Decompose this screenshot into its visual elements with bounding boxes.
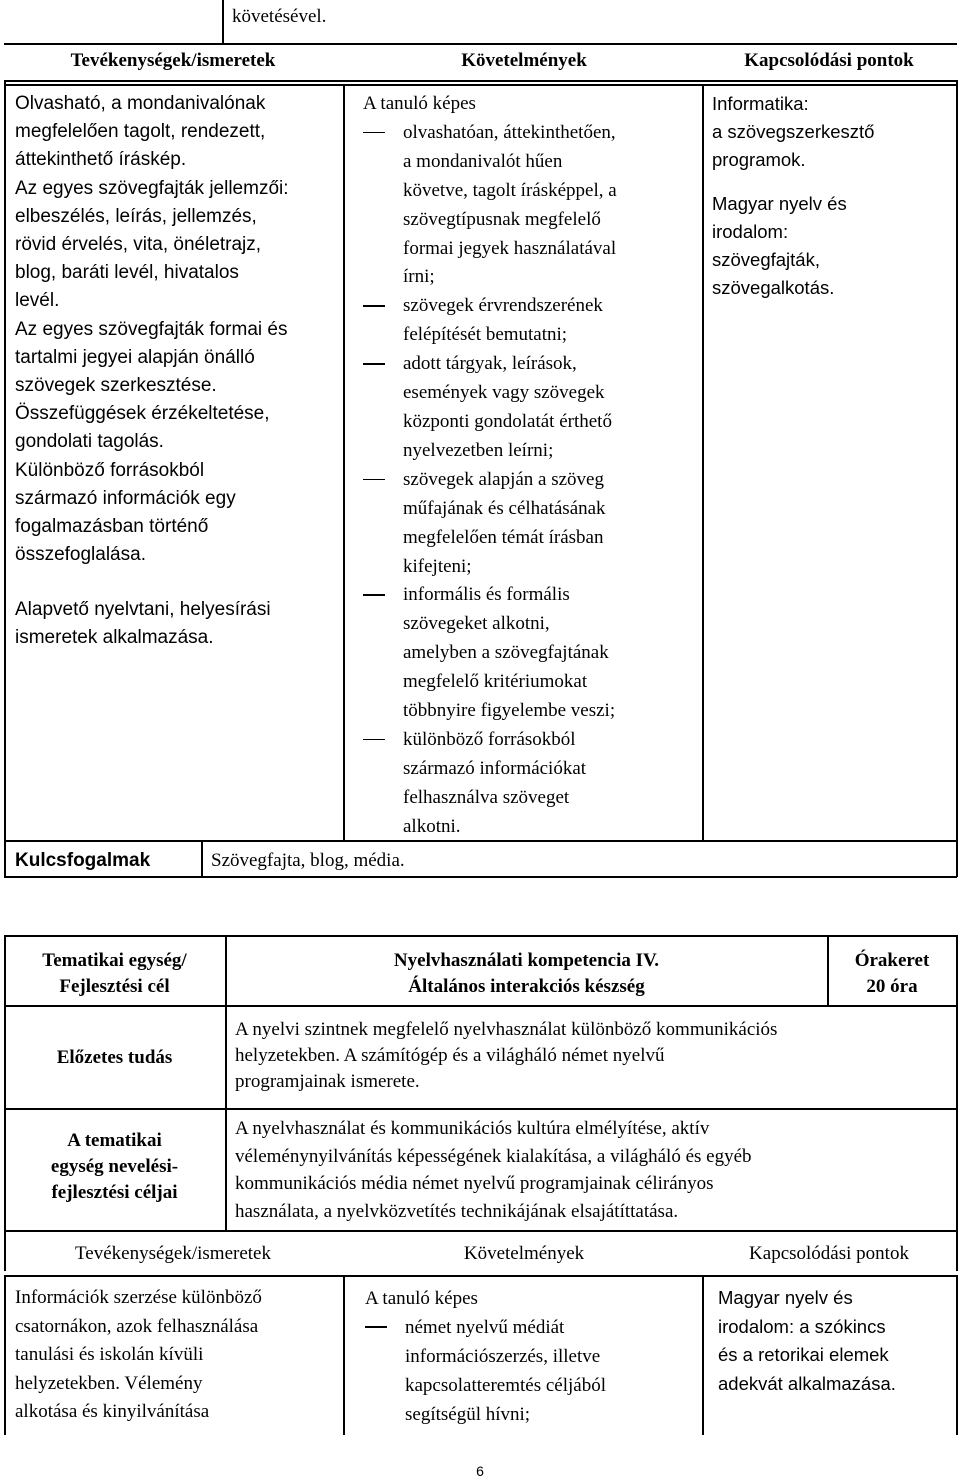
connections-list [718, 1284, 896, 1398]
goals-label: A tematikai egység nevelési- fejlesztési céljai [50, 1130, 179, 1203]
activity-line: ismeretek alkalmazása. [15, 627, 214, 649]
requirements-intro: A tanuló képes [365, 1288, 478, 1309]
header-activities: Tevékenységek/ismeretek [75, 1243, 271, 1264]
unit-label: Tematikai egység/ Fejlesztési cél [42, 950, 187, 997]
activities-list-1 [15, 90, 289, 569]
header-activities: Tevékenységek/ismeretek [70, 50, 276, 71]
activity-line: elbeszélés, leírás, jellemzés, [15, 205, 257, 227]
activity-line: áttekinthető íráskép. [15, 149, 187, 171]
connection-line: adekvát alkalmazása. [718, 1372, 896, 1394]
connection-line: Magyar nyelv és [718, 1287, 853, 1308]
list-item: adott tárgyak, leírások, események vagy szövegek központi gondolatát érthető nyelvezetben leírni; [363, 350, 617, 466]
hours-label: Órakeret [854, 950, 930, 971]
header-requirements: Követelmények [461, 50, 587, 71]
activity-line: Információk szerzése különböző [15, 1287, 262, 1308]
key-concepts-value: Szövegfajta, blog, média. [211, 850, 405, 871]
activity-line: rövid érvelés, vita, önéletrajz, [15, 234, 262, 256]
prior-knowledge-text: A nyelvi szintnek megfelelő nyelvhasználat különböző kommunikációs helyzetekben. A számítógép és a világháló német nyelvű programjainak ismerete. [235, 1019, 778, 1092]
list-item: német nyelvű médiát információszerzés, illetve kapcsolatteremtés céljából segítségül hívni; [365, 1313, 606, 1429]
connection-line: szövegfajták, [712, 249, 820, 270]
activity-line: Összefüggések érzékeltetése, [15, 403, 270, 425]
key-concepts-label: Kulcsfogalmak [15, 850, 151, 871]
activity-line: alkotása és kinyilvánítása [15, 1401, 210, 1422]
connection-line: Magyar nyelv és [712, 193, 847, 214]
hours-value: 20 óra [866, 976, 918, 997]
requirements-intro: A tanuló képes [363, 93, 476, 114]
header-connections: Kapcsolódási pontok [744, 50, 914, 71]
activity-line: Az egyes szövegfajták jellemzői: [15, 177, 289, 199]
activity-line: Az egyes szövegfajták formai és [15, 318, 288, 340]
activity-line: Különböző forrásokból [15, 459, 205, 481]
activity-line: csatornákon, azok felhasználása [15, 1315, 259, 1337]
activity-line: származó információk egy [15, 487, 236, 509]
list-item: szövegek alapján a szöveg műfajának és célhatásának megfelelően témát írásban kifejteni; [363, 466, 617, 582]
activities-list-2 [15, 596, 271, 652]
activity-line: helyzetekben. Vélemény [15, 1372, 203, 1394]
header-requirements: Követelmények [463, 1243, 585, 1264]
activity-line: Olvasható, a mondanivalónak [15, 93, 266, 114]
connections-list [712, 90, 874, 302]
page-number: 6 [476, 1463, 484, 1479]
goals-text: A nyelvhasználat és kommunikációs kultúra elmélyítése, aktív véleménynyilvánítás képességének kialakítása, a világháló és egyéb kommunikációs média német nyelvű programjainak célirányos használata, a nyelvközvetítés technikájának elsajátíttatása. [235, 1118, 752, 1222]
connection-line: Informatika: [712, 93, 809, 114]
list-item: olvashatóan, áttekinthetően, a mondanivalót hűen követve, tagolt írásképpel, a szövegtípusnak megfelelő formai jegyek használatával írni; [363, 119, 617, 292]
requirements-list [363, 90, 617, 842]
activity-line: Alapvető nyelvtani, helyesírási [15, 599, 271, 620]
connection-line: a szövegszerkesztő [712, 121, 875, 142]
continuation-text: követésével. [232, 6, 327, 27]
prior-knowledge-label: Előzetes tudás [56, 1047, 173, 1068]
requirements-list [365, 1284, 606, 1429]
connection-line: irodalom: a szókincs [718, 1315, 886, 1337]
connection-line: irodalom: [712, 221, 789, 242]
activity-line: megfelelően tagolt, rendezett, [15, 121, 266, 143]
activities-list [15, 1284, 262, 1427]
hours-box [828, 948, 956, 1000]
connection-line: és a retorikai elemek [718, 1344, 889, 1365]
activity-line: gondolati tagolás. [15, 431, 164, 453]
list-item: szövegek érvrendszerének felépítését bemutatni; [363, 292, 617, 350]
activity-line: összefoglalása. [15, 544, 146, 566]
list-item: informális és formális szövegeket alkotni, amelyben a szövegfajtának megfelelő kritériumokat többnyire figyelembe veszi; [363, 581, 617, 726]
connection-line: szövegalkotás. [712, 277, 835, 298]
activity-line: levél. [15, 290, 60, 312]
activity-line: fogalmazásban történő [15, 516, 209, 538]
activity-line: szövegek szerkesztése. [15, 375, 217, 397]
activity-line: tanulási és iskolán kívüli [15, 1344, 204, 1365]
activity-line: tartalmi jegyei alapján önálló [15, 346, 255, 368]
unit-title: Nyelvhasználati kompetencia IV. Általános interakciós készség [393, 950, 660, 997]
list-item: különböző forrásokból származó információkat felhasználva szöveget alkotni. [363, 726, 617, 842]
activity-line: blog, baráti levél, hivatalos [15, 262, 239, 284]
connection-line: programok. [712, 149, 806, 170]
header-connections: Kapcsolódási pontok [749, 1243, 909, 1264]
